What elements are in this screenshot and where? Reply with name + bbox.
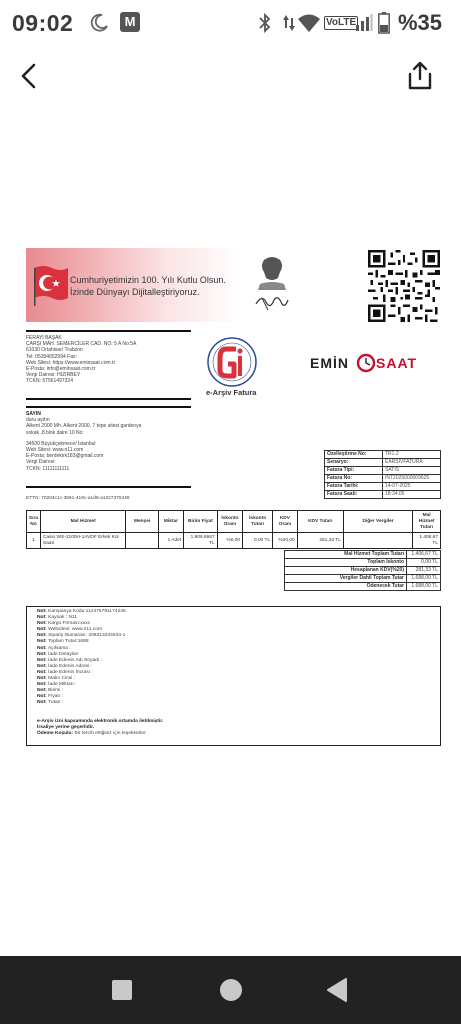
note-label: Not: bbox=[37, 645, 47, 651]
note-text: İade Edenin Adı Soyadı : bbox=[48, 657, 102, 663]
note-text: Kargo Firması:xxxx bbox=[48, 621, 90, 627]
battery-icon bbox=[378, 12, 390, 34]
buyer-name: duru aydın bbox=[26, 417, 50, 424]
buyer-title: SAYIN bbox=[26, 411, 41, 417]
item-disc-amount: 0,00 TL bbox=[243, 533, 273, 549]
total-value: 1.406,67 TL bbox=[407, 551, 441, 559]
items-header-cell: İskonto Oranı bbox=[217, 511, 242, 533]
totals-table bbox=[284, 550, 441, 591]
seller-address-1: ÇARŞI MAH. SEMERCİLER CAD. NO: 5 A No:5A bbox=[26, 341, 137, 348]
total-value: 1.688,00 TL bbox=[407, 583, 441, 591]
meta-key: Senaryo: bbox=[325, 459, 383, 467]
note-text: Kaynak : N11 bbox=[48, 615, 78, 621]
item-unit-price: 1.906,6667 TL bbox=[184, 533, 218, 549]
buyer-info bbox=[26, 411, 141, 472]
item-other-taxes bbox=[343, 533, 412, 549]
signal-icon bbox=[355, 13, 373, 33]
meta-value: 14-07-2025 bbox=[383, 483, 441, 491]
seller-website: Web Sitesi: https://www.eminsaat.com.tr bbox=[26, 359, 116, 366]
note-label: Not: bbox=[37, 639, 47, 645]
items-header-cell: Mal Hizmet bbox=[40, 511, 125, 533]
item-qty: 1 Adet bbox=[158, 533, 183, 549]
item-origin bbox=[126, 533, 158, 549]
total-value: 281,33 TL bbox=[407, 567, 441, 575]
document-type-label: e-Arşiv Fatura bbox=[206, 388, 257, 397]
invoice-meta-table bbox=[324, 450, 441, 499]
meta-value: TR1.2 bbox=[383, 451, 441, 459]
note-label: Not: bbox=[37, 657, 47, 663]
note-label: Not: bbox=[37, 676, 47, 682]
meta-row bbox=[325, 483, 441, 491]
total-label: Toplam İskonto bbox=[285, 559, 407, 567]
nav-back-button[interactable] bbox=[326, 977, 348, 1003]
meta-key: Fatura Saati: bbox=[325, 491, 383, 499]
note-text: İade Miktarı : bbox=[48, 682, 77, 688]
divider bbox=[26, 398, 191, 400]
note-text: İade Edenin Adresi : bbox=[48, 663, 92, 669]
data-transfer-icon bbox=[282, 13, 296, 33]
note-label: Not: bbox=[37, 663, 47, 669]
moon-icon bbox=[90, 12, 110, 32]
note-text: Fiyatı : bbox=[48, 694, 63, 700]
seller-name: FERAYİ BAŞAK bbox=[26, 335, 62, 341]
payment-label: Ödeme Koşulu: bbox=[37, 730, 74, 736]
footer-line-2: İrsaliye yerine geçerlidir. bbox=[37, 724, 95, 730]
note-text: Websitesi: www.n11.com bbox=[48, 627, 103, 633]
ataturk-signature-icon bbox=[254, 254, 290, 316]
item-name: Casio WS-2100H-1AVDF Erkek Kol Saati bbox=[40, 533, 125, 549]
gib-logo-icon bbox=[206, 336, 258, 388]
items-table bbox=[26, 510, 441, 549]
centennial-banner bbox=[26, 248, 241, 322]
note-label: Not: bbox=[37, 700, 47, 706]
note-label: Not: bbox=[37, 682, 47, 688]
banner-text bbox=[70, 274, 226, 298]
total-row bbox=[285, 583, 441, 591]
note-text: Malın Cinsi : bbox=[48, 676, 76, 682]
note-label: Not: bbox=[37, 621, 47, 627]
buyer-tax-office: Vergi Dairesi: bbox=[26, 459, 56, 466]
meta-row bbox=[325, 451, 441, 459]
turkish-flag-icon bbox=[32, 264, 70, 306]
seller-phone: Tel: 05354652994 Fax: bbox=[26, 353, 77, 360]
note-label: Not: bbox=[37, 651, 47, 657]
item-vat-rate: %20,00 bbox=[273, 533, 298, 549]
note-label: Not: bbox=[37, 688, 47, 694]
seller-tax-office: Vergi Dairesi: HIZIRBEY bbox=[26, 372, 81, 379]
total-label: Ödenecek Tutar bbox=[285, 583, 407, 591]
item-total: 1.406,67 TL bbox=[413, 533, 441, 549]
note-label: Not: bbox=[37, 694, 47, 700]
meta-key: Fatura Tipi: bbox=[325, 467, 383, 475]
items-header-cell: Diğer Vergiler bbox=[343, 511, 412, 533]
total-row bbox=[285, 559, 441, 567]
svg-text:EMİN: EMİN bbox=[310, 355, 349, 371]
svg-text:SAAT: SAAT bbox=[376, 355, 418, 371]
payment-text: Bir tercih ettiğiniz için teşekkürler bbox=[74, 730, 146, 736]
wifi-icon bbox=[297, 13, 321, 33]
seller-tckn: TCKN: 57561497324 bbox=[26, 378, 73, 385]
item-no: 1 bbox=[27, 533, 41, 549]
notification-badge: M bbox=[120, 12, 140, 32]
banner-line-1: Cumhuriyetimizin 100. Yılı Kutlu Olsun. bbox=[70, 275, 226, 285]
meta-row bbox=[325, 459, 441, 467]
meta-value: SATIS bbox=[383, 467, 441, 475]
items-header-cell: İskonto Tutarı bbox=[243, 511, 273, 533]
back-button[interactable] bbox=[16, 60, 44, 92]
total-row bbox=[285, 567, 441, 575]
meta-key: Fatura No: bbox=[325, 475, 383, 483]
buyer-address-2: sokak ,8.blok daire 10 No: bbox=[26, 429, 84, 436]
buyer-tckn: TCKN: 11111111111 bbox=[26, 465, 70, 472]
note-label: Not: bbox=[37, 633, 47, 639]
items-header-cell: Mal Hizmet Tutarı bbox=[413, 511, 441, 533]
share-button[interactable] bbox=[404, 60, 436, 92]
seller-email: E-Posta: info@eminsaat.com.tr bbox=[26, 366, 96, 373]
payment-terms bbox=[37, 731, 430, 737]
total-row bbox=[285, 575, 441, 583]
total-value: 1.688,00 TL bbox=[407, 575, 441, 583]
meta-key: Fatura Tarihi: bbox=[325, 483, 383, 491]
item-vat-amount: 281,33 TL bbox=[297, 533, 343, 549]
divider bbox=[26, 486, 191, 488]
status-time: 09:02 bbox=[12, 10, 74, 36]
note-label: Not: bbox=[37, 609, 47, 614]
items-header-row bbox=[27, 511, 441, 533]
home-button[interactable] bbox=[220, 979, 242, 1001]
buyer-email: E-Posta: berdekirk183@gmail.com bbox=[26, 453, 104, 460]
meta-row bbox=[325, 467, 441, 475]
total-label: Hesaplanan KDV(%20) bbox=[285, 567, 407, 575]
footer-line-1: e-Arşiv izni kapsamında elektronik ortamda iletilmiştir. bbox=[37, 718, 164, 724]
items-header-cell: KDV Tutarı bbox=[297, 511, 343, 533]
total-row bbox=[285, 551, 441, 559]
note-text: Tutarı : bbox=[48, 700, 64, 706]
seller-address-2: 61030 Ortahisar/ Trabzon bbox=[26, 347, 83, 354]
note-text: Kampanya Kodu:112475791174245 bbox=[48, 609, 126, 614]
note-label: Not: bbox=[37, 627, 47, 633]
note-text: İade Detayları bbox=[48, 651, 79, 657]
note-text: İade Edenin İmzası : bbox=[48, 669, 93, 675]
battery-percentage: %35 bbox=[398, 10, 443, 35]
items-header-cell: Menşei bbox=[126, 511, 158, 533]
qr-code bbox=[368, 250, 440, 322]
buyer-website: Web Sitesi: www.n11.com bbox=[26, 447, 84, 454]
divider bbox=[26, 406, 191, 408]
seller-info bbox=[26, 335, 136, 385]
note-label: Not: bbox=[37, 615, 47, 621]
note-text: Toplam Tutar:1688 bbox=[48, 639, 89, 645]
recents-button[interactable] bbox=[112, 980, 132, 1000]
meta-value: EARSIVFATURA bbox=[383, 459, 441, 467]
table-row bbox=[27, 533, 441, 549]
note-text: Birimi : bbox=[48, 688, 64, 694]
status-bar bbox=[0, 0, 461, 48]
eminsaat-logo-icon bbox=[310, 352, 438, 374]
ettn: ETTN: 70204c1c-3591-419c-a1d9-a1027370449 bbox=[26, 496, 130, 501]
banner-line-2: İzinde Dünyayı Dijitalleştiriyoruz. bbox=[70, 287, 200, 297]
bluetooth-icon bbox=[257, 12, 273, 34]
items-header-cell: Birim Fiyat bbox=[184, 511, 218, 533]
meta-row bbox=[325, 491, 441, 499]
item-disc-rate: %0,00 bbox=[217, 533, 242, 549]
items-header-cell: Sıra No bbox=[27, 511, 41, 533]
note-text: Açıklama : bbox=[47, 645, 71, 651]
total-label: Mal Hizmet Toplam Tutarı bbox=[285, 551, 407, 559]
divider bbox=[26, 330, 191, 332]
note-text: Sipariş Numarası: 208313234534-1 bbox=[48, 633, 126, 639]
notes-list bbox=[37, 609, 430, 707]
meta-value: 18:34:05 bbox=[383, 491, 441, 499]
items-header-cell: KDV Oranı bbox=[273, 511, 298, 533]
meta-row bbox=[325, 475, 441, 483]
total-label: Vergiler Dahil Toplam Tutar bbox=[285, 575, 407, 583]
buyer-city: 34500 Büyükçekmece/ İstanbul bbox=[26, 440, 96, 447]
buyer-address-1: Alkent 2000 Mh. Alkent 2000, 7 tepe sitesi gardenya bbox=[26, 423, 142, 430]
notes-box bbox=[26, 606, 441, 746]
items-header-cell: Miktar bbox=[158, 511, 183, 533]
meta-value: INT2025000009625 bbox=[383, 475, 441, 483]
total-value: 0,00 TL bbox=[407, 559, 441, 567]
volte-badge: VoLTE bbox=[326, 17, 357, 28]
meta-key: Özelleştirme No: bbox=[325, 451, 383, 459]
note-label: Not: bbox=[37, 669, 47, 675]
